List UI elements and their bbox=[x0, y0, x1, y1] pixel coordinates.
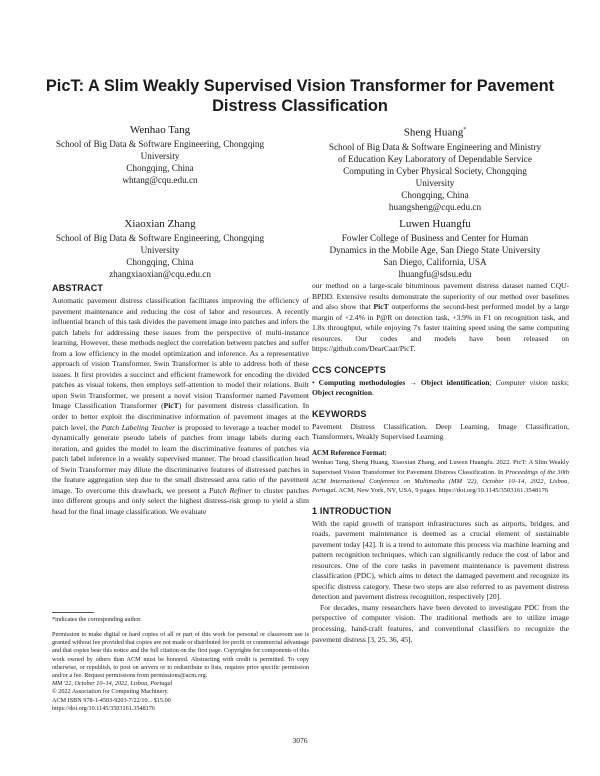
author-location: Chongqing, China bbox=[126, 163, 194, 173]
corresponding-author-mark: * bbox=[463, 127, 467, 133]
ccs-end: . bbox=[372, 388, 374, 398]
abstract-continued bbox=[312, 281, 569, 355]
abstract-part: is proposed to leverage a teacher model to dynamically generate pseudo labels of patches from image labels during each iteration, and guides the model to learn the discriminative features of patches via patch label inference in a weakly supervised manner. The broad classification head of Swin Transformer may dilute the discriminative features of distressed patches in the feature aggregation step due to the small distressed area ratio of the pavement image. To overcome this drawback, we present a bbox=[52, 422, 309, 495]
author-affiliation: of Education Key Laboratory of Dependable Service bbox=[338, 153, 532, 164]
author-affiliation: University bbox=[140, 245, 180, 255]
acm-reference-part: Wenhao Tang, Sheng Huang, Xiaoxian Zhang, and Luwen Huangfu. 2022. PicT: A Slim Weakly Supervised Vision Transformer for Pavement Distress Classification. In bbox=[312, 459, 569, 476]
acm-reference-text bbox=[312, 458, 569, 495]
ccs-heading: CCS CONCEPTS bbox=[312, 364, 386, 375]
intro-paragraph-2: For decades, many researchers have been devoted to investigate PDC from the perspective of computer vision. The traditional methods are to utilize image processing, hand-craft features, and conventional classifiers to recognize the pavement distress [3, 25, 36, 45]. bbox=[312, 602, 569, 644]
abstract-heading: ABSTRACT bbox=[52, 283, 104, 293]
author-affiliation: University bbox=[415, 177, 455, 188]
author-email[interactable]: whtang@cqu.edu.cn bbox=[122, 175, 198, 185]
author-name: Wenhao Tang bbox=[129, 124, 191, 136]
keywords-heading: KEYWORDS bbox=[312, 408, 367, 419]
author-affiliation: School of Big Data & Software Engineering and Ministry bbox=[328, 141, 542, 152]
page-number: 3076 bbox=[292, 736, 308, 745]
author-email[interactable]: lhuangfu@sdsu.edu bbox=[398, 269, 472, 279]
author-block-2 bbox=[310, 123, 560, 213]
keywords-text: Pavement Distress Classification, Deep Learning, Image Classification, Transformers, Weakly Supervised Learning bbox=[312, 421, 569, 442]
author-affiliation: Dynamics in the Mobile Age, San Diego State University bbox=[329, 245, 541, 255]
footnote bbox=[52, 616, 309, 624]
abstract-part: Automatic pavement distress classification facilitates improving the efficiency of pavement maintenance and reducing the cost of labor and resources. A recently influential branch of this task divides the pavement image into patches and infers the patch labels for addressing these issues from the perspective of multi-instance learning. However, these methods neglect the correlation between patches and suffer from a low efficiency in the model optimization and inference. As a representative approach of vision Transformer, Swin Transformer is able to address both of these issues. It first provides a succinct and efficient framework for encoding the divided patches as visual tokens, then employs self-attention to model their relations. Built upon Swin Transformer, we present a novel vision Transformer named Pavement Image Classification Transformer ( bbox=[52, 296, 309, 411]
abstract-bold: PicT bbox=[163, 401, 179, 411]
author-location: Chongqing, China bbox=[126, 257, 194, 267]
ccs-concept: Object identification bbox=[420, 377, 490, 387]
author-location: San Diego, California, USA bbox=[383, 257, 487, 267]
corresponding-author-note: *indicates the corresponding author. bbox=[52, 616, 142, 623]
doi-link[interactable]: https://doi.org/10.1145/3503161.3548176 bbox=[52, 704, 155, 712]
abstract-italic: Patch Refiner bbox=[208, 485, 252, 495]
author-name: Luwen Huangfu bbox=[399, 218, 471, 230]
abstract-italic: Patch Labeling Teacher bbox=[101, 422, 176, 432]
copyright-text: © 2022 Association for Computing Machinery. bbox=[52, 688, 169, 696]
author-block-4 bbox=[310, 217, 560, 280]
acm-reference-heading: ACM Reference Format: bbox=[312, 449, 387, 458]
permission-text: Permission to make digital or hard copies of all or part of this work for personal or classroom use is granted without fee provided that copies are not made or distributed for profit or commercial advantage and that copies bear this notice and the full citation on the first page. Copyrights for components of this work owned by others than ACM must be honored. Abstracting with credit is permitted. To copy otherwise, or republish, to post on servers or to redistribute to lists, requires prior specific permission and/or a fee. Request permissions from permissions@acm.org. bbox=[52, 631, 309, 680]
author-email[interactable]: zhangxiaoxian@cqu.edu.cn bbox=[109, 269, 211, 279]
ccs-text bbox=[312, 378, 569, 399]
abstract-part: ) for pavement distress classification. In order to better exploit the discriminative information of pavement images at the patch level, the bbox=[52, 401, 309, 432]
paper-title bbox=[20, 76, 580, 116]
author-name: Xiaoxian Zhang bbox=[124, 218, 196, 230]
ccs-bullet: • bbox=[312, 377, 319, 387]
intro-paragraph-1: With the rapid growth of transport infrastructures such as airports, bridges, and roads, pavement maintenance is deemed as a crucial element of sustainable pavement today [42]. It is a trend to automate this process via machine learning and pattern recognition techniques, which can significantly reduce the cost of labor and resources. One of the core tasks in pavement maintenance is pavement distress classification (PDC), which aims to detect the damaged pavement and recognize its specific distress category. These two steps are also referred to as pavement distress detection and pavement distress recognition, respectively [20]. bbox=[312, 518, 569, 602]
ccs-arrow: → bbox=[405, 377, 421, 387]
author-block-1 bbox=[40, 123, 280, 186]
ccs-concept: Computer vision tasks bbox=[495, 377, 567, 387]
author-affiliation: University bbox=[140, 151, 180, 161]
permission-block bbox=[52, 631, 309, 713]
author-email[interactable]: huangsheng@cqu.edu.cn bbox=[388, 201, 482, 212]
isbn-text: ACM ISBN 978-1-4503-9203-7/22/10... $15.00 bbox=[52, 696, 171, 704]
abstract-bold: PicT bbox=[373, 302, 389, 312]
author-name bbox=[310, 123, 560, 140]
abstract-text bbox=[52, 296, 309, 517]
abstract-part: our method on a large-scale bituminous pavement distress dataset named CQU-BPDD. Extensive results demonstrate the superiority of our method over baselines and also show that bbox=[312, 281, 569, 312]
acm-reference-part: ACM, New York, NY, USA, 9 pages. https://doi.org/10.1145/3503161.3548176 bbox=[337, 487, 549, 495]
left-column bbox=[52, 282, 309, 517]
author-affiliation: School of Big Data & Software Engineering, Chongqing bbox=[55, 233, 265, 243]
ccs-separator: ; bbox=[566, 377, 569, 387]
footnote-rule bbox=[52, 612, 94, 613]
ccs-separator: ; bbox=[489, 377, 496, 387]
acm-reference bbox=[312, 449, 569, 495]
right-column bbox=[312, 281, 569, 645]
abstract-part: outperforms the second-best performed model by a large margin of +2.4% in P@R on detection task, +3.9% in F1 on recognition task, and 1.8x throughput, while enjoying 7x faster training speed using the same computing resources. Our codes and models have been released on https://github.com/DearCaat/PicT. bbox=[312, 302, 569, 354]
author-block-3 bbox=[40, 217, 280, 280]
title-line-1: PicT: A Slim Weakly Supervised Vision Transformer for Pavement bbox=[45, 77, 555, 95]
author-location: Chongqing, China bbox=[401, 189, 469, 200]
abstract-part: to cluster patches into different groups and only select the highest distress-risk group to yield a slim head for the final image classification. We evaluate bbox=[52, 485, 309, 516]
author-name-text: Sheng Huang bbox=[403, 126, 464, 139]
venue-text: MM '22, October 10–14, 2022, Lisboa, Portugal bbox=[52, 680, 173, 688]
ccs-concept: Computing methodologies bbox=[318, 377, 406, 387]
ccs-concept: Object recognition bbox=[312, 388, 373, 398]
author-affiliation: Fowler College of Business and Center for Human bbox=[341, 233, 529, 243]
introduction-heading: 1 INTRODUCTION bbox=[312, 505, 392, 516]
acm-reference-italic: Proceedings of the 30th ACM International Conference on Multimedia (MM '22), October 10–14, 2022, Lisboa, Portugal. bbox=[312, 468, 569, 495]
title-line-2: Distress Classification bbox=[212, 97, 388, 115]
author-affiliation: School of Big Data & Software Engineering, Chongqing bbox=[55, 139, 265, 149]
author-affiliation: Computing in Cyber Physical Society, Chongqing bbox=[343, 165, 527, 176]
